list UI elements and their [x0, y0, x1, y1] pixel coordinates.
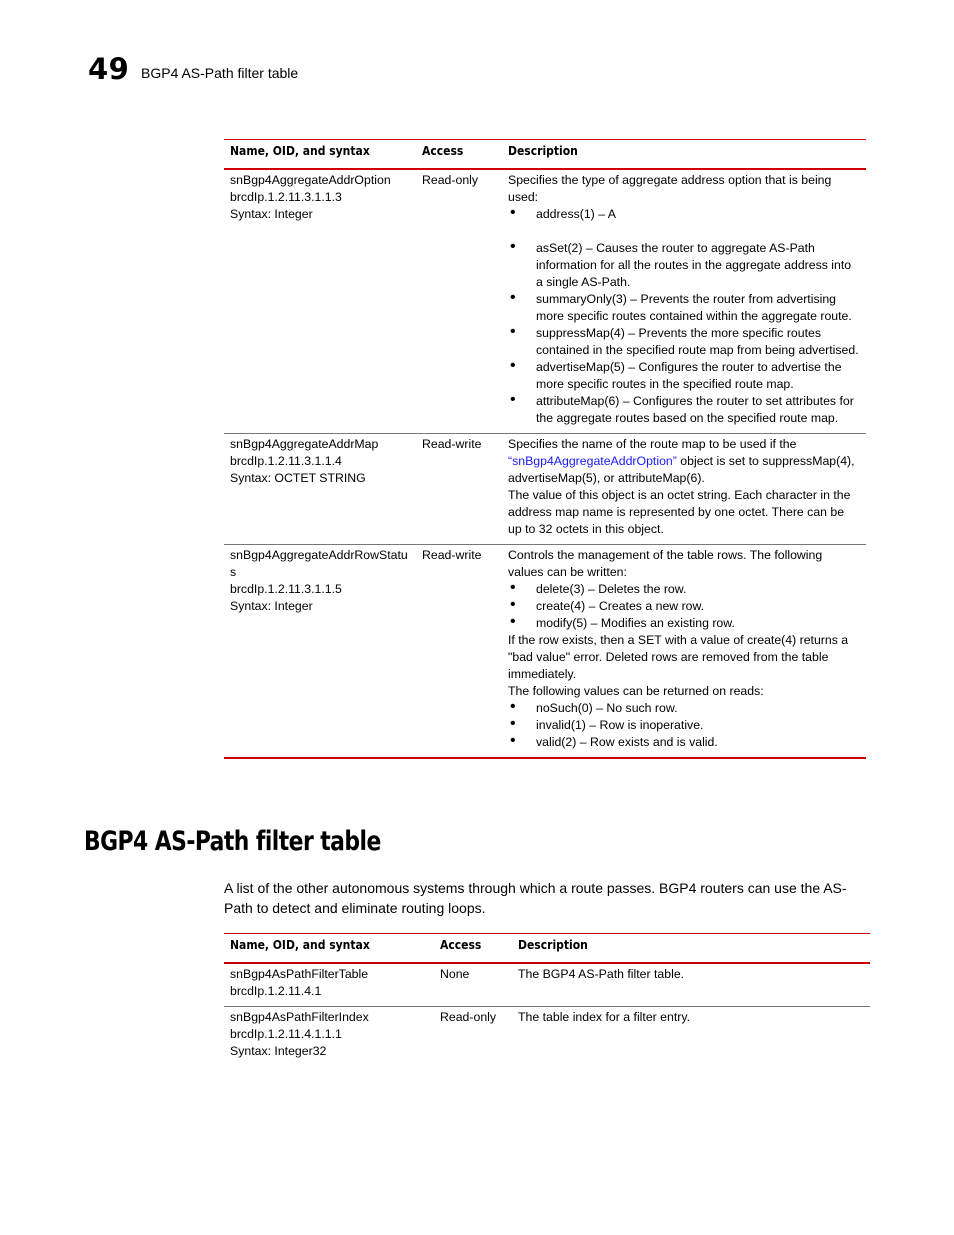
- table-row: [224, 963, 870, 1007]
- column-header-description: Description: [502, 140, 866, 170]
- mib-table-as-path-filter: [224, 933, 870, 1066]
- object-oid: brcdIp.1.2.11.3.1.1.4: [230, 454, 342, 468]
- bullet-list: [508, 206, 860, 427]
- object-oid: brcdIp.1.2.11.4.1: [230, 984, 322, 998]
- name-cell: [224, 1007, 434, 1067]
- column-header-name: Name, OID, and syntax: [224, 140, 416, 170]
- object-name: snBgp4AsPathFilterIndex: [230, 1010, 369, 1024]
- bullet-list: [508, 700, 860, 751]
- chapter-number: 49: [88, 52, 130, 86]
- list-item: • attributeMap(6) – Configures the router to set attributes for the aggregate routes based on the specified route map.: [508, 393, 860, 427]
- list-item: • invalid(1) – Row is inoperative.: [508, 717, 860, 734]
- list-item: • summaryOnly(3) – Prevents the router from advertising more specific routes contained within the aggregate route.: [508, 291, 860, 325]
- object-syntax: Syntax: OCTET STRING: [230, 471, 366, 485]
- object-name: snBgp4AggregateAddrOption: [230, 173, 391, 187]
- list-item: • noSuch(0) – No such row.: [508, 700, 860, 717]
- list-item: • address(1) – A: [508, 206, 860, 223]
- list-item: • delete(3) – Deletes the row.: [508, 581, 860, 598]
- object-syntax: Syntax: Integer: [230, 599, 313, 613]
- description-cell: The BGP4 AS-Path filter table.: [512, 963, 870, 1007]
- running-header-title: BGP4 AS-Path filter table: [141, 65, 299, 81]
- list-item: • valid(2) – Row exists and is valid.: [508, 734, 860, 751]
- object-name: snBgp4AsPathFilterTable: [230, 967, 369, 981]
- table-header-row: [224, 934, 870, 964]
- object-oid: brcdIp.1.2.11.3.1.1.3: [230, 190, 342, 204]
- access-cell: Read-only: [416, 169, 502, 434]
- column-header-description: Description: [512, 934, 870, 964]
- table-row: [224, 545, 866, 759]
- object-syntax: Syntax: Integer32: [230, 1044, 327, 1058]
- description-paragraph: [508, 436, 860, 487]
- bullet-list: [508, 581, 860, 632]
- description-paragraph: The value of this object is an octet string. Each character in the address map name is represented by one octet. There can be up to 32 octets in this object.: [508, 488, 851, 536]
- column-header-access: Access: [434, 934, 512, 964]
- list-item: • advertiseMap(5) – Configures the router to advertise the more specific routes in the specified route map.: [508, 359, 860, 393]
- access-cell: Read-write: [416, 434, 502, 545]
- description-paragraph: The following values can be returned on reads:: [508, 684, 764, 698]
- table-header-row: [224, 140, 866, 170]
- column-header-access: Access: [416, 140, 502, 170]
- name-cell: [224, 545, 416, 759]
- description-intro: Controls the management of the table rows. The following values can be written:: [508, 548, 823, 579]
- name-cell: [224, 434, 416, 545]
- object-syntax: Syntax: Integer: [230, 207, 313, 221]
- section-intro: A list of the other autonomous systems through which a route passes. BGP4 routers can use the AS-Path to detect and eliminate routing loops.: [224, 880, 847, 916]
- table-row: [224, 434, 866, 545]
- name-cell: [224, 169, 416, 434]
- list-item: • suppressMap(4) – Prevents the more specific routes contained in the specified route map from being advertised.: [508, 325, 860, 359]
- table-row: [224, 1007, 870, 1067]
- table-row: [224, 169, 866, 434]
- description-cell: [502, 434, 866, 545]
- description-paragraph: If the row exists, then a SET with a value of create(4) returns a "bad value" error. Deleted rows are removed from the table immediately.: [508, 633, 849, 681]
- list-item: • create(4) – Creates a new row.: [508, 598, 860, 615]
- section-title: BGP4 AS-Path filter table: [84, 826, 381, 857]
- object-oid: brcdIp.1.2.11.3.1.1.5: [230, 582, 342, 596]
- list-item: • modify(5) – Modifies an existing row.: [508, 615, 860, 632]
- object-oid: brcdIp.1.2.11.4.1.1.1: [230, 1027, 342, 1041]
- description-intro: Specifies the type of aggregate address option that is being used:: [508, 173, 832, 204]
- object-name: snBgp4AggregateAddrRowStatu: [230, 548, 408, 562]
- description-text: object is set to suppressMap(4), advertiseMap(5), or attributeMap(6).: [508, 454, 855, 485]
- column-header-name: Name, OID, and syntax: [224, 934, 434, 964]
- description-cell: [502, 169, 866, 434]
- object-reference-link[interactable]: “snBgp4AggregateAddrOption”: [508, 454, 677, 468]
- description-cell: The table index for a filter entry.: [518, 1010, 691, 1024]
- object-name-continued: s: [230, 565, 237, 579]
- object-name: snBgp4AggregateAddrMap: [230, 437, 379, 451]
- description-text: Specifies the name of the route map to be used if the: [508, 437, 797, 451]
- mib-table-aggregate: [224, 139, 866, 759]
- description-cell: [502, 545, 866, 759]
- name-cell: [224, 963, 434, 1007]
- list-item: • asSet(2) – Causes the router to aggregate AS-Path information for all the routes in the aggregate address into a single AS-Path.: [508, 240, 860, 291]
- access-cell: Read-write: [416, 545, 502, 759]
- access-cell: None: [434, 963, 512, 1007]
- access-cell: Read-only: [440, 1010, 497, 1024]
